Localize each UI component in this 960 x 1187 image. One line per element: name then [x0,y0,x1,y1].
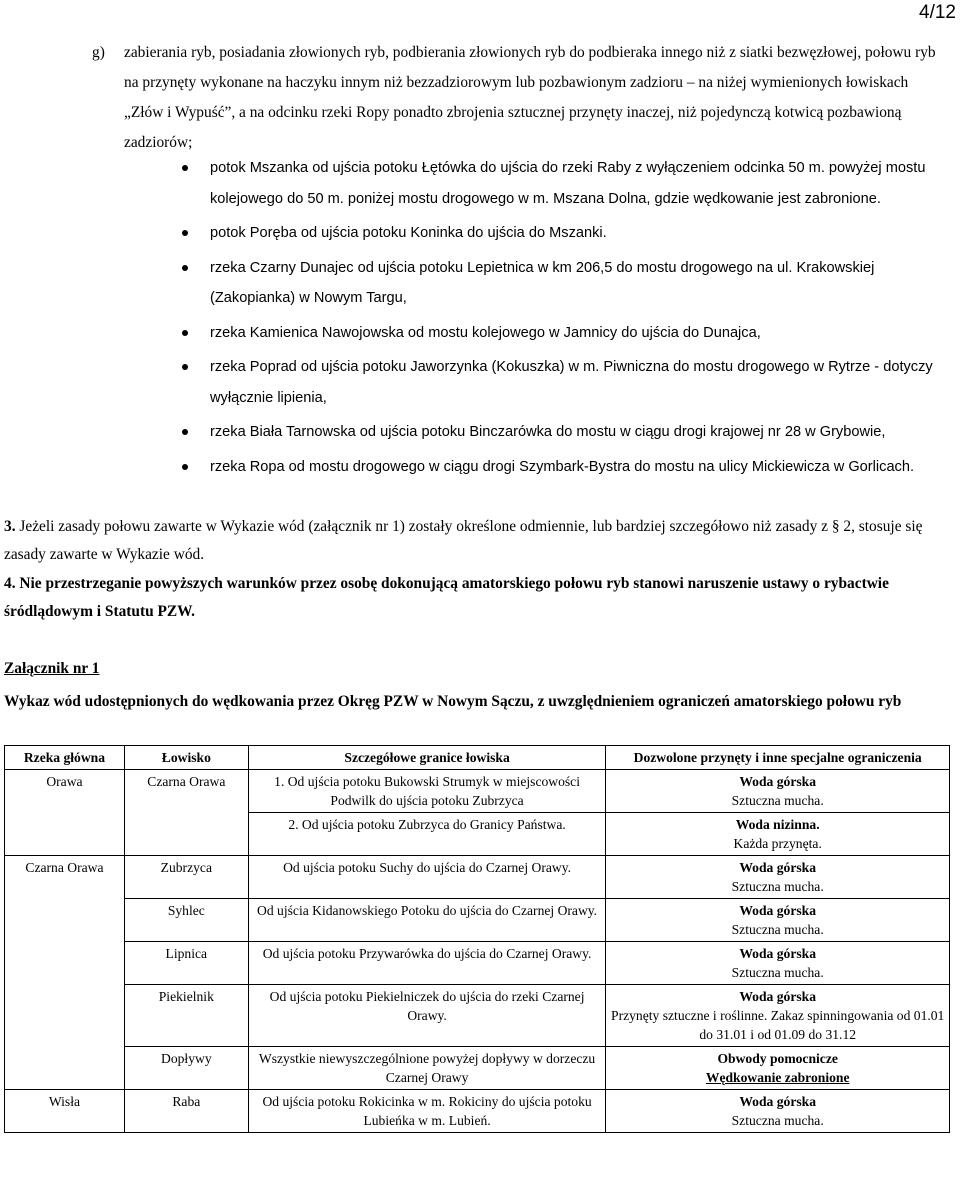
cell-main-river: Czarna Orawa [5,856,125,1090]
header-fishery: Łowisko [124,746,248,770]
list-item: potok Poręba od ujścia potoku Koninka do ujścia do Mszanki. [160,218,948,249]
cell-limits: Od ujścia potoku Przywarówka do ujścia do Czarnej Orawy. [248,942,606,985]
cell-limits: Wszystkie niewyszczególnione powyżej dopływy w dorzeczu Czarnej Orawy [248,1047,606,1090]
bullet-icon [182,364,188,370]
bullet-icon [182,330,188,336]
cell-limits: Od ujścia potoku Suchy do ujścia do Czarnej Orawy. [248,856,606,899]
paragraph-g-text: zabierania ryb, posiadania złowionych ryb, podbierania złowionych ryb do podbieraka innego niż z siatki bezwęzłowej, połowu ryb na przynęty wykonane na haczyku innym niż bezzadziorowym lub pozbawionym zadzioru – na niżej wymienionych łowiskach „Złów i Wypuść”, a na odcinku rzeki Ropy ponadto zbrojenia sztucznej przynęty inaczej, niż pojedynczą kotwicą pozbawioną zadziorów; [124,44,936,151]
water-type: Woda górska [739,860,817,875]
cell-limits: Od ujścia potoku Rokicinka w m. Rokiciny do ujścia potoku Lubieńka w m. Lubień. [248,1090,606,1133]
cell-restrictions [606,1047,950,1090]
cell-main-river: Wisła [5,1090,125,1133]
cell-limits: Od ujścia Kidanowskiego Potoku do ujścia do Czarnej Orawy. [248,899,606,942]
cell-main-river: Orawa [5,770,125,856]
list-item: rzeka Poprad od ujścia potoku Jaworzynka (Kokuszka) w m. Piwniczna do mostu drogowego w Rytrze - dotyczy wyłącznie lipienia, [160,352,948,413]
restriction-detail: Sztuczna mucha. [731,922,824,937]
paragraph-4-number: 4. [4,575,16,592]
list-item: rzeka Ropa od mostu drogowego w ciągu drogi Szymbark-Bystra do mostu na ulicy Mickiewicza w Gorlicach. [160,452,948,483]
cell-restrictions [606,856,950,899]
header-restrictions: Dozwolone przynęty i inne specjalne ograniczenia [606,746,950,770]
water-type: Woda górska [739,774,817,789]
water-type: Woda nizinna. [735,817,820,832]
table-header-row [5,746,950,770]
water-type: Obwody pomocnicze [717,1051,838,1066]
cell-fishery: Zubrzyca [124,856,248,899]
water-type: Woda górska [739,1094,817,1109]
table-row [5,856,950,899]
bullet-icon [182,429,188,435]
table-row [5,1047,950,1090]
fishery-list [160,153,948,486]
restriction-detail: Sztuczna mucha. [731,879,824,894]
cell-fishery: Czarna Orawa [124,770,248,856]
cell-fishery: Dopływy [124,1047,248,1090]
bullet-icon [182,265,188,271]
header-limits: Szczegółowe granice łowiska [248,746,606,770]
table-row [5,770,950,813]
bullet-icon [182,230,188,236]
table-row [5,942,950,985]
paragraph-3-number: 3. [4,518,16,535]
table-row [5,899,950,942]
annex-title: Załącznik nr 1 [4,660,100,677]
paragraph-3 [4,513,948,569]
paragraph-4-text: Nie przestrzeganie powyższych warunków przez osobę dokonującą amatorskiego połowu ryb stanowi naruszenie ustawy o rybactwie śródlądowym i Statutu PZW. [4,575,889,620]
header-main-river: Rzeka główna [5,746,125,770]
cell-fishery: Piekielnik [124,985,248,1047]
cell-limits: 2. Od ujścia potoku Zubrzyca do Granicy Państwa. [248,813,606,856]
paragraph-g-label: g) [92,44,105,61]
cell-restrictions [606,1090,950,1133]
cell-fishery: Lipnica [124,942,248,985]
list-item: rzeka Kamienica Nawojowska od mostu kolejowego w Jamnicy do ujścia do Dunajca, [160,318,948,349]
cell-restrictions [606,813,950,856]
cell-restrictions [606,985,950,1047]
restriction-detail: Sztuczna mucha. [731,1113,824,1128]
cell-fishery: Syhlec [124,899,248,942]
restriction-detail: Sztuczna mucha. [731,793,824,808]
restriction-detail: Sztuczna mucha. [731,965,824,980]
page-number: 4/12 [919,2,956,23]
cell-restrictions [606,942,950,985]
paragraph-3-text: Jeżeli zasady połowu zawarte w Wykazie wód (załącznik nr 1) zostały określone odmiennie, lub bardziej szczegółowo niż zasady z § 2, stosuje się zasady zawarte w Wykazie wód. [4,518,923,563]
cell-fishery: Raba [124,1090,248,1133]
table-row [5,985,950,1047]
restriction-detail: Wędkowanie zabronione [705,1070,850,1085]
annex-description: Wykaz wód udostępnionych do wędkowania przez Okręg PZW w Nowym Sączu, z uwzględnieniem ograniczeń amatorskiego połowu ryb [4,693,902,710]
water-type: Woda górska [739,946,817,961]
table-body [5,770,950,1133]
bullet-icon [182,464,188,470]
list-item: rzeka Biała Tarnowska od ujścia potoku Binczarówka do mostu w ciągu drogi krajowej nr 28 w Grybowie, [160,417,948,448]
cell-limits: 1. Od ujścia potoku Bukowski Strumyk w miejscowości Podwilk do ujścia potoku Zubrzyca [248,770,606,813]
list-item: rzeka Czarny Dunajec od ujścia potoku Lepietnica w km 206,5 do mostu drogowego na ul. Krakowskiej (Zakopianka) w Nowym Targu, [160,253,948,314]
bullet-icon [182,165,188,171]
water-type: Woda górska [739,903,817,918]
restriction-detail: Przynęty sztuczne i roślinne. Zakaz spinningowania od 01.01 do 31.01 i od 01.09 do 31.12 [611,1008,945,1042]
cell-restrictions [606,770,950,813]
list-item: potok Mszanka od ujścia potoku Łętówka do ujścia do rzeki Raby z wyłączeniem odcinka 50 m. powyżej mostu kolejowego do 50 m. poniżej mostu drogowego w m. Mszana Dolna, gdzie wędkowanie jest zabronione. [160,153,948,214]
waters-table [4,745,950,1133]
paragraph-4 [4,570,948,626]
cell-restrictions [606,899,950,942]
restriction-detail: Każda przynęta. [733,836,822,851]
paragraph-g [92,38,948,158]
water-type: Woda górska [739,989,817,1004]
cell-limits: Od ujścia potoku Piekielniczek do ujścia do rzeki Czarnej Orawy. [248,985,606,1047]
table-row [5,1090,950,1133]
